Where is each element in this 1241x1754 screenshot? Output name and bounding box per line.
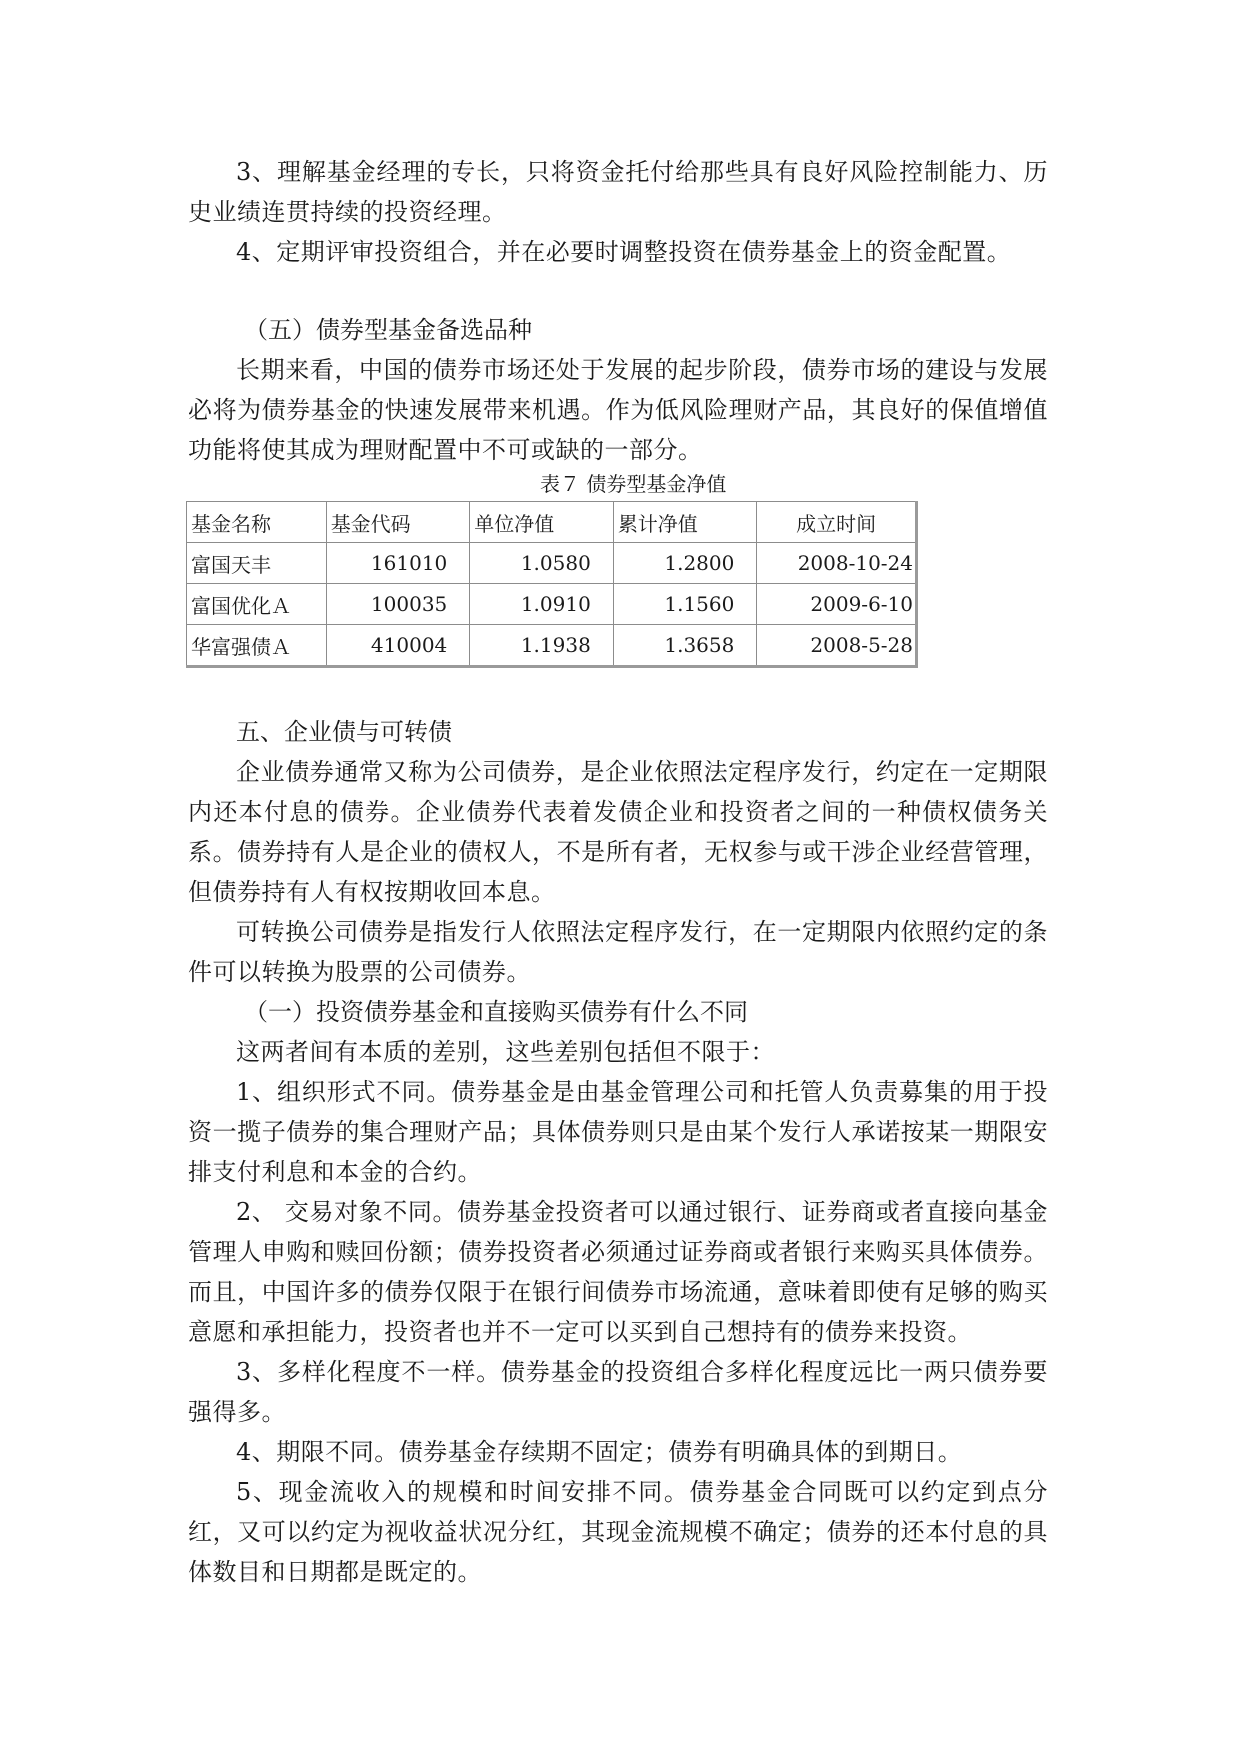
cell-inception-date: 2009-6-10 <box>757 584 917 625</box>
paragraph-term: 4、期限不同。债券基金存续期不固定；债券有明确具体的到期日。 <box>236 1438 963 1466</box>
table-header-row <box>187 502 917 543</box>
cell-fund-code: 100035 <box>326 584 470 625</box>
section-heading-bond-fund-choices: （五）债券型基金备选品种 <box>244 316 532 344</box>
paragraph-corporate-bonds: 企业债券通常又称为公司债券，是企业依照法定程序发行，约定在一定期限内还本付息的债券。企业债券代表着发债企业和投资者之间的一种债权债务关系。债券持有人是企业的债权人，不是所有者，无权参与或干涉企业经营管理，但债券持有人有权按期收回本息。 <box>188 758 1048 906</box>
paragraph-convertible-bonds: 可转换公司债券是指发行人依照法定程序发行，在一定期限内依照约定的条件可以转换为股票的公司债券。 <box>188 918 1048 986</box>
table-row <box>187 625 917 667</box>
cell-fund-name: 富国天丰 <box>187 543 327 584</box>
paragraph-manager-expertise: 3、理解基金经理的专长，只将资金托付给那些具有良好风险控制能力、历史业绩连贯持续的投资经理。 <box>188 158 1048 226</box>
chapter-heading-corporate-convertible-bonds: 五、企业债与可转债 <box>236 718 452 746</box>
paragraph-cash-flow: 5、现金流收入的规模和时间安排不同。债券基金合同既可以约定到点分红，又可以约定为视收益状况分红，其现金流规模不确定；债券的还本付息的具体数目和日期都是既定的。 <box>188 1478 1048 1586</box>
cell-fund-code: 410004 <box>326 625 470 667</box>
header-unit-nav: 单位净值 <box>470 502 614 543</box>
paragraph-organization-form: 1、组织形式不同。债券基金是由基金管理公司和托管人负责募集的用于投资一揽子债券的集合理财产品；具体债券则只是由某个发行人承诺按某一期限安排支付利息和本金的合约。 <box>188 1078 1048 1186</box>
paragraph-trading-target: 2、 交易对象不同。债券基金投资者可以通过银行、证券商或者直接向基金管理人申购和赎回份额；债券投资者必须通过证券商或者银行来购买具体债券。而且，中国许多的债券仅限于在银行间债券市场流通，意味着即使有足够的购买意愿和承担能力，投资者也并不一定可以买到自己想持有的债券来投资。 <box>188 1198 1048 1346</box>
paragraph-diversification: 3、多样化程度不一样。债券基金的投资组合多样化程度远比一两只债券要强得多。 <box>188 1358 1048 1426</box>
cell-fund-name: 富国优化Ａ <box>187 584 327 625</box>
cell-inception-date: 2008-5-28 <box>757 625 917 667</box>
cell-unit-nav: 1.0580 <box>470 543 614 584</box>
paragraph-bond-market-outlook: 长期来看，中国的债券市场还处于发展的起步阶段，债券市场的建设与发展必将为债券基金的快速发展带来机遇。作为低风险理财产品，其良好的保值增值功能将使其成为理财配置中不可或缺的一部分。 <box>188 356 1048 464</box>
header-inception-date: 成立时间 <box>757 502 917 543</box>
table-row <box>187 543 917 584</box>
header-fund-name: 基金名称 <box>187 502 327 543</box>
cell-unit-nav: 1.1938 <box>470 625 614 667</box>
cell-cumulative-nav: 1.3658 <box>613 625 757 667</box>
sub-heading-fund-vs-direct-bonds: （一）投资债券基金和直接购买债券有什么不同 <box>244 998 748 1026</box>
header-cumulative-nav: 累计净值 <box>613 502 757 543</box>
cell-cumulative-nav: 1.1560 <box>613 584 757 625</box>
cell-cumulative-nav: 1.2800 <box>613 543 757 584</box>
cell-inception-date: 2008-10-24 <box>757 543 917 584</box>
cell-unit-nav: 1.0910 <box>470 584 614 625</box>
cell-fund-code: 161010 <box>326 543 470 584</box>
header-fund-code: 基金代码 <box>326 502 470 543</box>
table-caption: 表７ 债券型基金净值 <box>540 472 727 496</box>
paragraph-periodic-review: 4、定期评审投资组合，并在必要时调整投资在债券基金上的资金配置。 <box>236 238 1012 266</box>
cell-fund-name: 华富强债Ａ <box>187 625 327 667</box>
paragraph-differences-intro: 这两者间有本质的差别，这些差别包括但不限于： <box>236 1038 775 1066</box>
table-row <box>187 584 917 625</box>
bond-fund-nav-table <box>186 501 918 668</box>
